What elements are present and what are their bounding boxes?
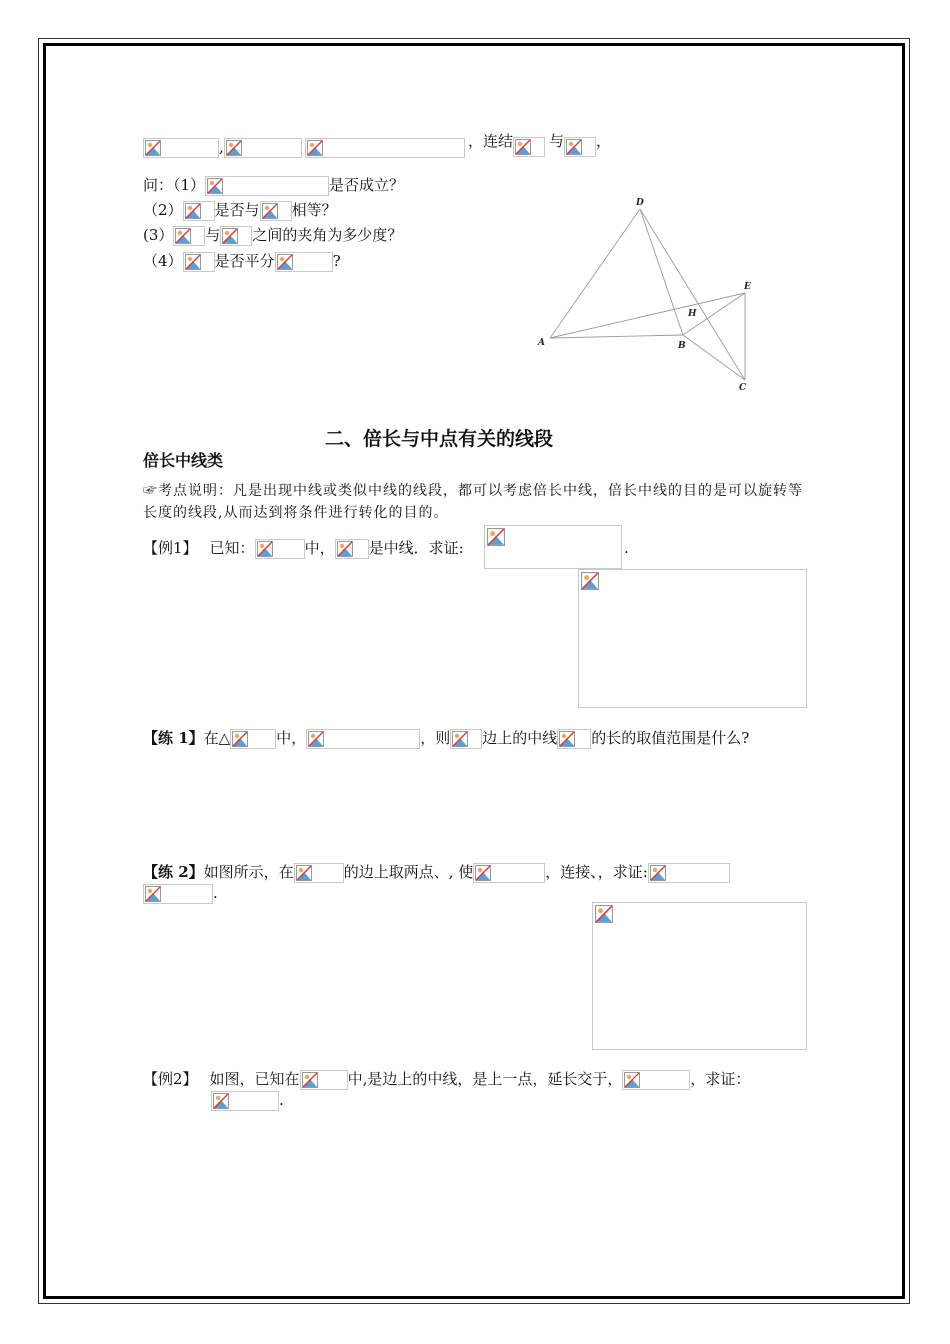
figure-lines xyxy=(550,209,745,380)
intro-line xyxy=(143,137,465,158)
formula-image xyxy=(224,138,302,158)
question-2: （2） 是否与 相等？ xyxy=(143,201,337,219)
formula-image xyxy=(306,729,420,749)
formula-image xyxy=(300,1070,348,1090)
broken-image-icon xyxy=(262,203,278,219)
section-title: 二、倍长与中点有关的线段 xyxy=(325,428,554,450)
point-label-e: E xyxy=(744,282,751,292)
broken-image-icon xyxy=(296,865,312,881)
geometry-figure xyxy=(535,192,765,397)
broken-image-icon xyxy=(222,228,238,244)
formula-image xyxy=(564,137,596,157)
formula-image xyxy=(205,176,329,196)
example-1-figure-image xyxy=(578,569,807,708)
question-4: （4） 是否平分 ? xyxy=(143,252,341,270)
exercise-1: 【练 1】在△ 中， ，则 边上的中线 的长的取值范围是什么? xyxy=(143,729,750,747)
formula-image xyxy=(211,1091,279,1111)
broken-image-icon xyxy=(207,178,223,194)
formula-image xyxy=(648,863,730,883)
formula-image xyxy=(557,729,591,749)
point-label-c: C xyxy=(739,383,747,393)
broken-image-icon xyxy=(257,541,273,557)
point-label-a: A xyxy=(538,338,545,348)
formula-image xyxy=(173,226,205,246)
broken-image-icon xyxy=(175,228,191,244)
text: , xyxy=(219,138,224,156)
formula-image xyxy=(255,539,305,559)
text: ， xyxy=(596,132,612,150)
broken-image-icon xyxy=(595,905,613,923)
example-1-formula-image xyxy=(484,525,622,569)
broken-image-icon xyxy=(302,1072,318,1088)
example-1-end: . xyxy=(624,539,629,557)
broken-image-icon xyxy=(226,140,242,156)
broken-image-icon xyxy=(308,731,324,747)
point-label-d: D xyxy=(636,198,644,208)
broken-image-icon xyxy=(581,572,599,590)
broken-image-icon xyxy=(624,1072,640,1088)
text: 与 xyxy=(549,132,565,150)
broken-image-icon xyxy=(475,865,491,881)
point-label-b: B xyxy=(678,341,686,351)
point-label-h: H xyxy=(688,309,697,319)
formula-image xyxy=(183,201,215,221)
formula-image xyxy=(294,863,344,883)
broken-image-icon xyxy=(337,541,353,557)
formula-image xyxy=(305,138,465,158)
broken-image-icon xyxy=(566,139,582,155)
exercise-2-figure-image xyxy=(592,902,807,1050)
broken-image-icon xyxy=(145,140,161,156)
formula-image xyxy=(230,729,276,749)
question-1: 问：（1） 是否成立？ xyxy=(143,176,405,194)
formula-image xyxy=(143,138,219,158)
broken-image-icon xyxy=(145,886,161,902)
broken-image-icon xyxy=(213,1093,229,1109)
formula-image xyxy=(473,863,545,883)
exercise-2: 【练 2】如图所示，在 的边上取两点、, 使 ，连接、，求证: xyxy=(143,862,730,883)
broken-image-icon xyxy=(515,139,531,155)
question-3: (3） 与 之间的夹角为多少度？ xyxy=(143,226,403,244)
broken-image-icon xyxy=(452,731,468,747)
formula-image xyxy=(335,539,369,559)
formula-image xyxy=(260,201,292,221)
formula-image xyxy=(513,137,545,157)
broken-image-icon xyxy=(185,203,201,219)
formula-image xyxy=(143,884,213,904)
broken-image-icon xyxy=(650,865,666,881)
section-subtitle: 倍长中线类 xyxy=(143,451,224,470)
example-2: 【例2】 如图，已知在 中,是边上的中线，是上一点，延长交于， ，求证： xyxy=(143,1070,751,1088)
example-1: 【例1】 已知： 中， 是中线．求证: xyxy=(143,539,464,557)
text: ，连结 xyxy=(468,132,514,150)
exercise-2-line2: . xyxy=(143,883,218,904)
formula-image xyxy=(450,729,482,749)
formula-image xyxy=(220,226,252,246)
broken-image-icon xyxy=(559,731,575,747)
broken-image-icon xyxy=(232,731,248,747)
broken-image-icon xyxy=(277,254,293,270)
broken-image-icon xyxy=(185,254,201,270)
formula-image xyxy=(275,252,333,272)
formula-image xyxy=(622,1070,690,1090)
formula-image xyxy=(183,252,215,272)
broken-image-icon xyxy=(487,528,505,546)
example-2-line2: . xyxy=(211,1090,284,1111)
intro-line-tail xyxy=(468,127,611,157)
section-note: ☞考点说明：凡是出现中线或类似中线的线段，都可以考虑倍长中线，倍长中线的目的是可以旋转等长度的线段,从而达到将条件进行转化的目的。 xyxy=(143,483,803,521)
broken-image-icon xyxy=(307,140,323,156)
